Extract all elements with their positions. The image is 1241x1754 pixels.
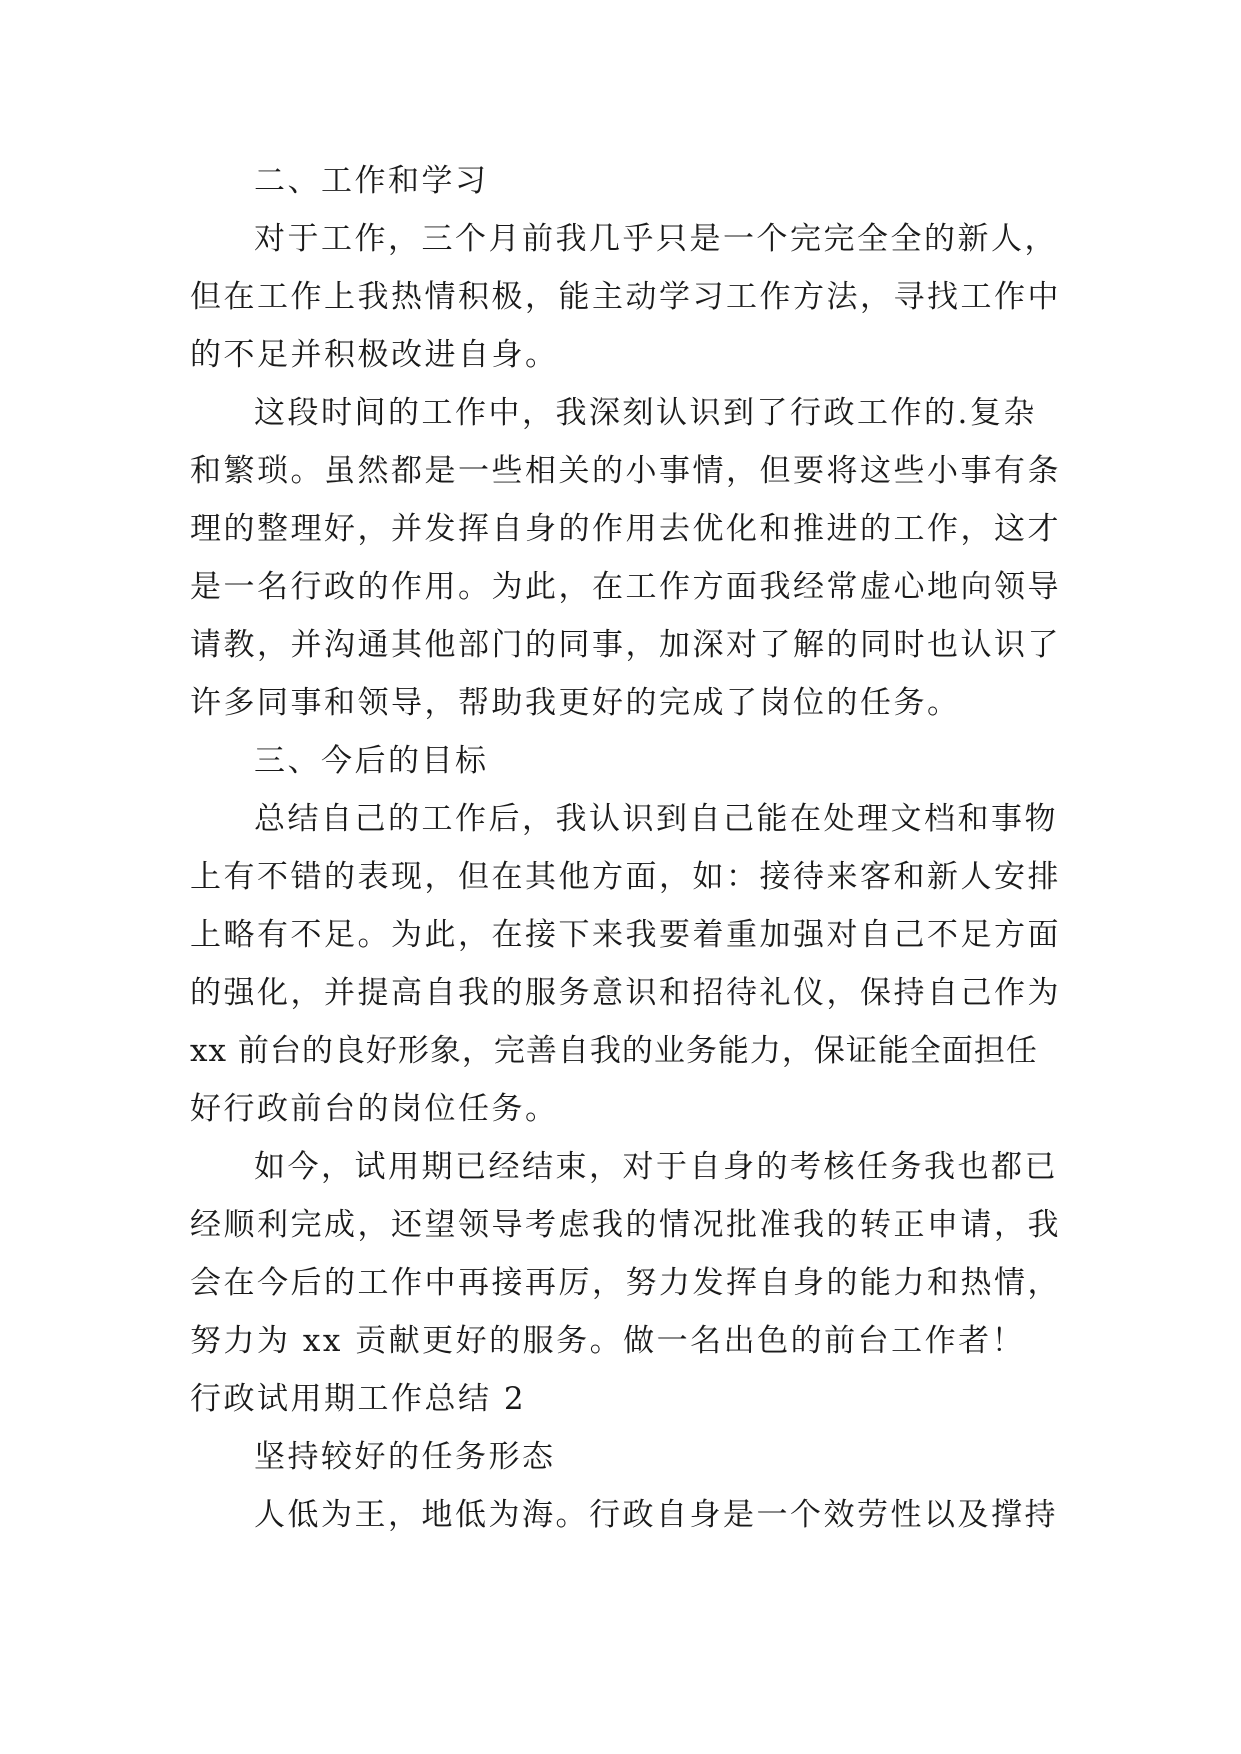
paragraph-line: xx 前台的良好形象，完善自我的业务能力，保证能全面担任 xyxy=(190,1033,1038,1069)
paragraph-line: 努力为 xx 贡献更好的服务。做一名出色的前台工作者！ xyxy=(190,1323,1026,1359)
paragraph-line: 是一名行政的作用。为此，在工作方面我经常虚心地向领导 xyxy=(190,569,1061,605)
paragraph-line: 和繁琐。虽然都是一些相关的小事情，但要将这些小事有条 xyxy=(190,453,1061,489)
section-heading-future-goals: 三、今后的目标 xyxy=(254,743,489,779)
document-body xyxy=(190,152,1060,1544)
paragraph-line: 上略有不足。为此，在接下来我要着重加强对自己不足方面 xyxy=(190,917,1061,953)
paragraph-line: 这段时间的工作中，我深刻认识到了行政工作的.复杂 xyxy=(254,395,1037,431)
document-title-part-2: 行政试用期工作总结 2 xyxy=(190,1381,527,1417)
paragraph-line: 经顺利完成，还望领导考虑我的情况批准我的转正申请，我 xyxy=(190,1207,1061,1243)
paragraph-line: 许多同事和领导，帮助我更好的完成了岗位的任务。 xyxy=(190,685,961,721)
paragraph-line: 如今，试用期已经结束，对于自身的考核任务我也都已 xyxy=(254,1149,1058,1185)
paragraph-line: 总结自己的工作后，我认识到自己能在处理文档和事物 xyxy=(254,801,1058,837)
paragraph-line: 理的整理好，并发挥自身的作用去优化和推进的工作，这才 xyxy=(190,511,1061,547)
paragraph-line: 好行政前台的岗位任务。 xyxy=(190,1091,559,1127)
paragraph-line: 请教，并沟通其他部门的同事，加深对了解的同时也认识了 xyxy=(190,627,1061,663)
paragraph-line: 但在工作上我热情积极，能主动学习工作方法，寻找工作中 xyxy=(190,279,1061,315)
paragraph-line: 的不足并积极改进自身。 xyxy=(190,337,559,373)
paragraph-line: 人低为王，地低为海。行政自身是一个效劳性以及撑持 xyxy=(254,1497,1058,1533)
subheading-task-attitude: 坚持较好的任务形态 xyxy=(254,1439,556,1475)
paragraph-line: 上有不错的表现，但在其他方面，如：接待来客和新人安排 xyxy=(190,859,1061,895)
paragraph-line: 会在今后的工作中再接再厉，努力发挥自身的能力和热情， xyxy=(190,1265,1061,1301)
paragraph-line: 的强化，并提高自我的服务意识和招待礼仪，保持自己作为 xyxy=(190,975,1061,1011)
section-heading-work-and-study: 二、工作和学习 xyxy=(254,163,489,199)
paragraph-line: 对于工作，三个月前我几乎只是一个完完全全的新人， xyxy=(254,221,1058,257)
